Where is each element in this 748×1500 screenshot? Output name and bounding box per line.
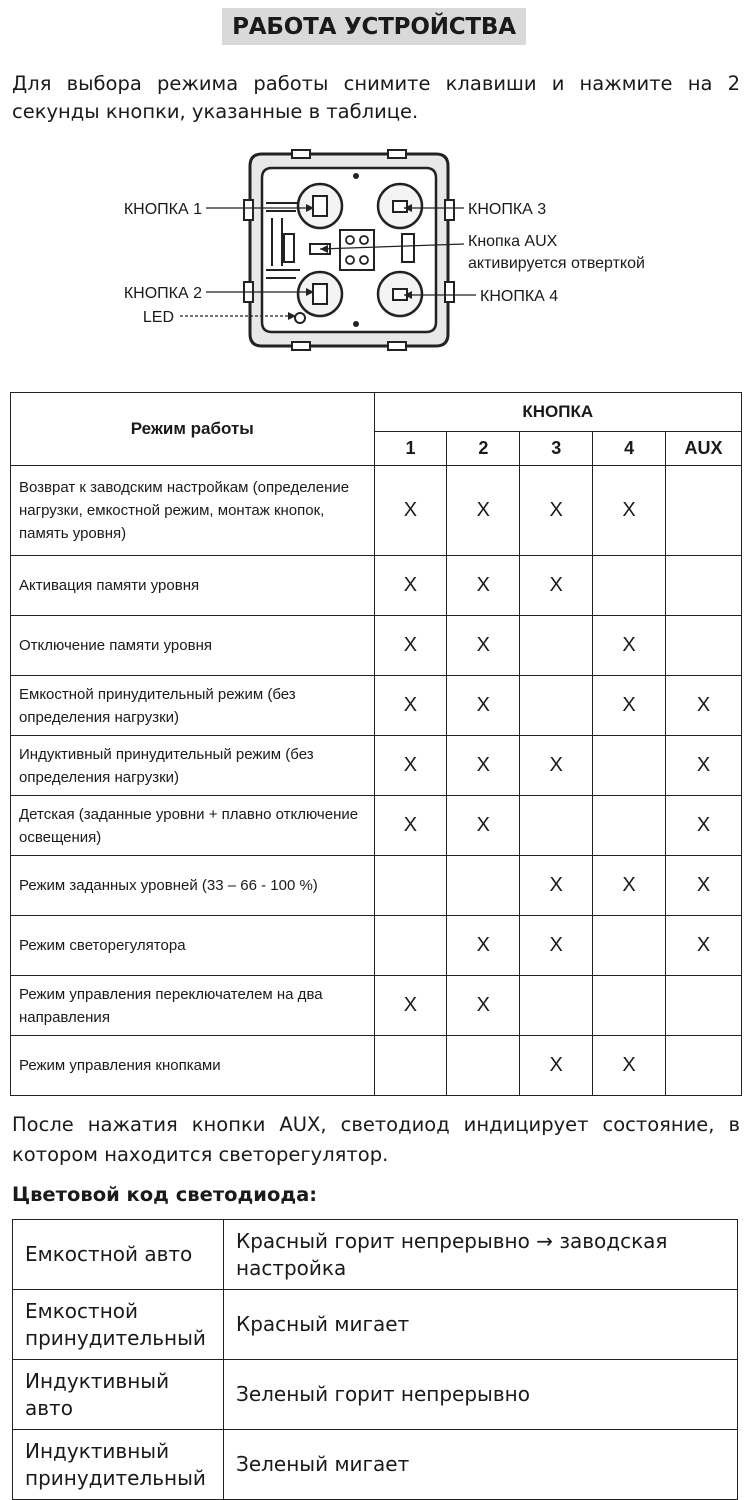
led-state: Емкостной авто	[13, 1220, 224, 1290]
mode-name: Отключение памяти уровня	[11, 616, 375, 676]
mark-cell: X	[447, 796, 520, 856]
mark-cell	[593, 976, 666, 1036]
mark-cell: X	[520, 466, 593, 556]
mark-cell	[593, 736, 666, 796]
mark-cell: X	[520, 916, 593, 976]
mode-table	[10, 392, 742, 1096]
mark-cell: X	[447, 976, 520, 1036]
table-row	[11, 676, 742, 736]
led-heading: Цветовой код светодиода:	[12, 1183, 318, 1206]
table-row	[13, 1220, 738, 1290]
led-signal: Зеленый мигает	[224, 1430, 738, 1500]
button-group-header: КНОПКА	[374, 393, 741, 432]
mark-cell: X	[666, 796, 742, 856]
mark-cell: X	[374, 616, 447, 676]
mode-name: Возврат к заводским настройкам (определение нагрузки, емкостной режим, монтаж кнопок, память уровня)	[11, 466, 375, 556]
column-header: 3	[520, 432, 593, 466]
column-header: 1	[374, 432, 447, 466]
mark-cell: X	[593, 1036, 666, 1096]
mark-cell	[593, 916, 666, 976]
label-led: LED	[142, 309, 174, 326]
table-row	[11, 916, 742, 976]
mark-cell	[374, 916, 447, 976]
page-title: РАБОТА УСТРОЙСТВА	[222, 8, 526, 45]
label-button-4: КНОПКА 4	[480, 288, 559, 305]
mode-name: Детская (заданные уровни + плавно отключение освещения)	[11, 796, 375, 856]
mark-cell	[520, 796, 593, 856]
button-1-shape	[298, 184, 342, 228]
mark-cell: X	[666, 736, 742, 796]
mark-cell: X	[520, 556, 593, 616]
mode-name: Режим управления переключателем на два направления	[11, 976, 375, 1036]
label-aux-line2: активируется отверткой	[468, 255, 645, 272]
mark-cell: X	[374, 676, 447, 736]
column-header: 2	[447, 432, 520, 466]
mark-cell: X	[374, 796, 447, 856]
table-row	[11, 1036, 742, 1096]
mark-cell: X	[447, 736, 520, 796]
table-row	[11, 466, 742, 556]
mark-cell: X	[666, 916, 742, 976]
mark-cell	[374, 856, 447, 916]
mark-cell	[593, 796, 666, 856]
table-row	[11, 556, 742, 616]
mark-cell	[666, 976, 742, 1036]
mark-cell: X	[374, 736, 447, 796]
led-signal: Красный мигает	[224, 1290, 738, 1360]
mode-column-header: Режим работы	[11, 393, 375, 466]
mark-cell	[666, 466, 742, 556]
led-state: Индуктивный авто	[13, 1360, 224, 1430]
table-row	[13, 1360, 738, 1430]
mode-name: Режим светорегулятора	[11, 916, 375, 976]
mode-name: Емкостной принудительный режим (без определения нагрузки)	[11, 676, 375, 736]
mark-cell	[666, 1036, 742, 1096]
mark-cell	[447, 1036, 520, 1096]
mark-cell: X	[666, 676, 742, 736]
led-shape	[295, 313, 305, 323]
table-row	[11, 616, 742, 676]
mark-cell	[666, 616, 742, 676]
table-row	[11, 796, 742, 856]
label-button-2: КНОПКА 2	[123, 285, 202, 302]
button-4-shape	[378, 272, 422, 316]
button-3-shape	[378, 184, 422, 228]
mark-cell: X	[593, 616, 666, 676]
mark-cell	[447, 856, 520, 916]
mark-cell: X	[374, 466, 447, 556]
device-diagram	[0, 148, 748, 358]
led-state: Емкостной принудительный	[13, 1290, 224, 1360]
mark-cell: X	[374, 976, 447, 1036]
mark-cell: X	[520, 1036, 593, 1096]
aux-explanation: После нажатия кнопки AUX, светодиод индицирует состояние, в котором находится светорегулятор.	[12, 1113, 740, 1166]
mark-cell	[520, 976, 593, 1036]
label-button-3: КНОПКА 3	[468, 201, 547, 218]
mode-name: Режим управления кнопками	[11, 1036, 375, 1096]
mark-cell	[374, 1036, 447, 1096]
table-row	[13, 1290, 738, 1360]
mark-cell	[593, 556, 666, 616]
column-header: 4	[593, 432, 666, 466]
mark-cell	[520, 676, 593, 736]
mark-cell	[520, 616, 593, 676]
led-color-table	[12, 1219, 738, 1500]
mark-cell: X	[593, 466, 666, 556]
device-diagram-svg	[0, 148, 748, 358]
mark-cell: X	[374, 556, 447, 616]
mode-name: Активация памяти уровня	[11, 556, 375, 616]
mark-cell: X	[447, 676, 520, 736]
mark-cell: X	[447, 556, 520, 616]
label-button-1: КНОПКА 1	[123, 201, 202, 218]
table-row	[11, 856, 742, 916]
intro-text: Для выбора режима работы снимите клавиши и нажмите на 2 секунды кнопки, указанные в таблице.	[12, 72, 740, 123]
table-row	[11, 976, 742, 1036]
button-2-shape	[298, 272, 342, 316]
mark-cell: X	[447, 916, 520, 976]
mode-name: Индуктивный принудительный режим (без определения нагрузки)	[11, 736, 375, 796]
table-row	[13, 1430, 738, 1500]
mark-cell: X	[447, 616, 520, 676]
mode-name: Режим заданных уровней (33 – 66 - 100 %)	[11, 856, 375, 916]
label-aux-line1: Кнопка AUX	[468, 233, 558, 250]
mark-cell: X	[520, 856, 593, 916]
mark-cell: X	[520, 736, 593, 796]
column-header: AUX	[666, 432, 742, 466]
mark-cell: X	[447, 466, 520, 556]
mark-cell: X	[593, 676, 666, 736]
table-row	[11, 736, 742, 796]
mark-cell: X	[666, 856, 742, 916]
mark-cell	[666, 556, 742, 616]
led-state: Индуктивный принудительный	[13, 1430, 224, 1500]
mark-cell: X	[593, 856, 666, 916]
led-signal: Зеленый горит непрерывно	[224, 1360, 738, 1430]
led-signal: Красный горит непрерывно → заводская настройка	[224, 1220, 738, 1290]
